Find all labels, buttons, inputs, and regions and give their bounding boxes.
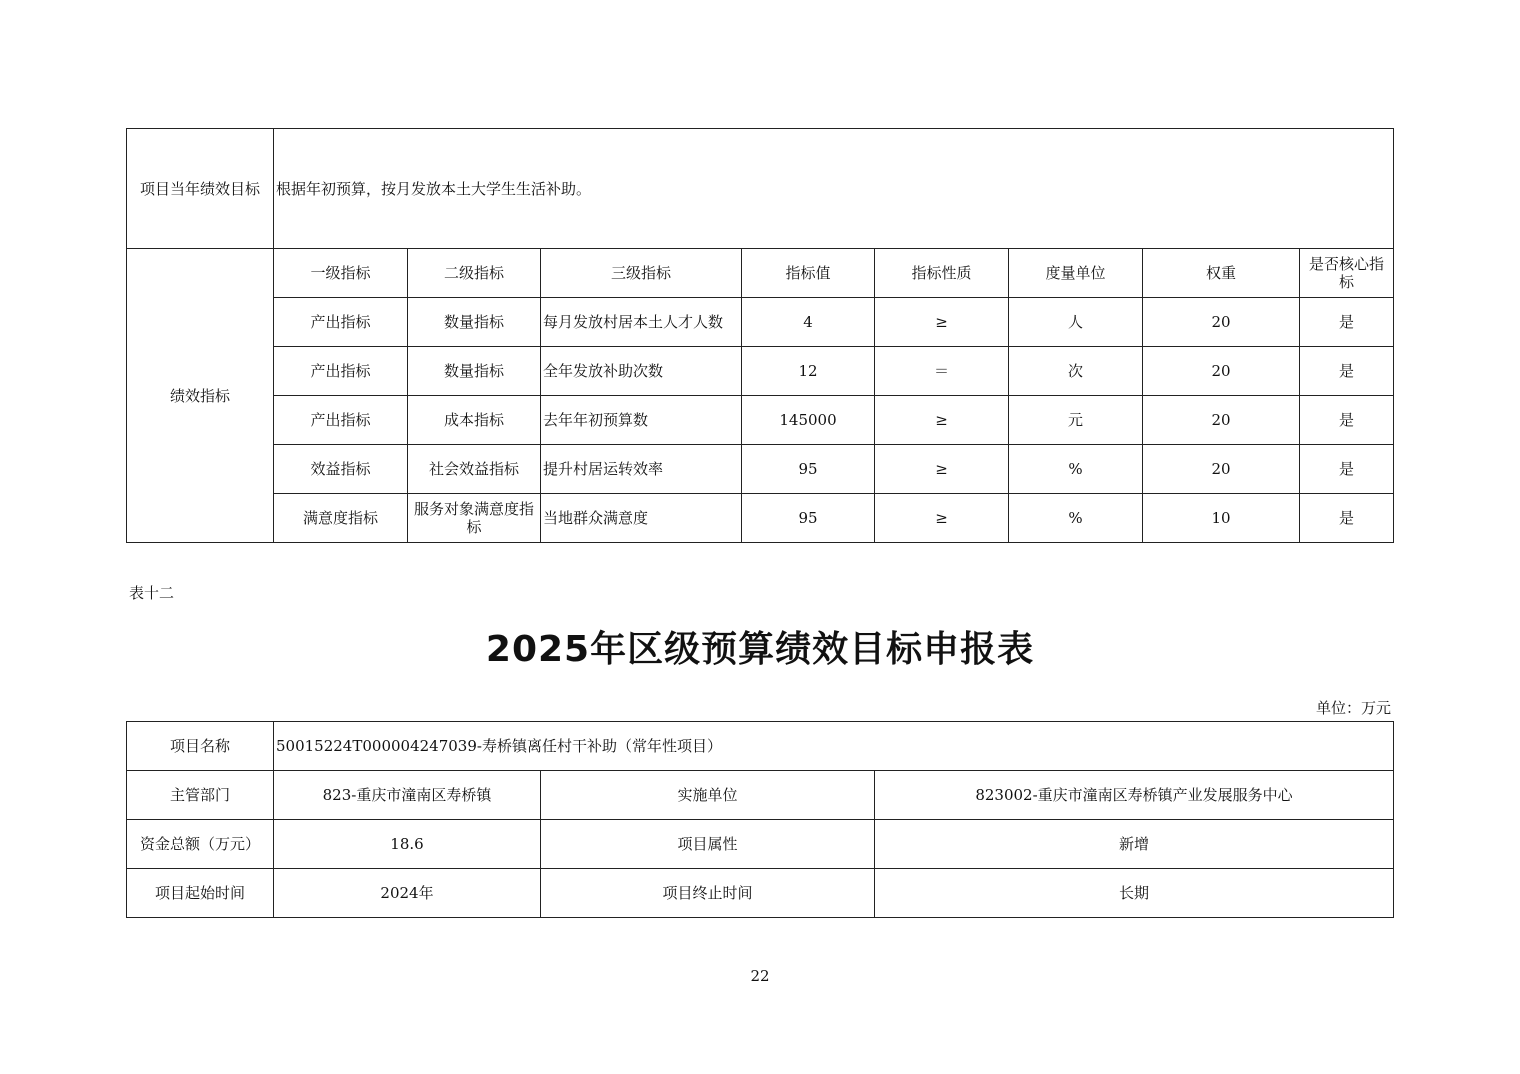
cell-level1: 产出指标	[274, 396, 408, 445]
project-name-label: 项目名称	[127, 722, 274, 771]
cell-level2: 成本指标	[408, 396, 541, 445]
end-value: 长期	[875, 869, 1394, 918]
table-row	[127, 445, 1394, 494]
cell-value: 4	[742, 298, 875, 347]
cell-level3: 当地群众满意度	[541, 494, 742, 543]
cell-weight: 20	[1143, 347, 1300, 396]
cell-level3: 每月发放村居本土人才人数	[541, 298, 742, 347]
end-label: 项目终止时间	[541, 869, 875, 918]
start-value: 2024年	[274, 869, 541, 918]
cell-level1: 产出指标	[274, 298, 408, 347]
header-level2: 二级指标	[408, 249, 541, 298]
cell-value: 95	[742, 445, 875, 494]
header-unit: 度量单位	[1009, 249, 1143, 298]
project-info-table	[126, 721, 1394, 918]
header-level3: 三级指标	[541, 249, 742, 298]
cell-unit: 次	[1009, 347, 1143, 396]
cell-nature: ≥	[875, 298, 1009, 347]
page-title: 2025年区级预算绩效目标申报表	[485, 629, 1035, 670]
cell-weight: 20	[1143, 298, 1300, 347]
project-name-value: 50015224T000004247039-寿桥镇离任村干补助（常年性项目）	[274, 722, 1394, 771]
cell-level1: 产出指标	[274, 347, 408, 396]
header-level1: 一级指标	[274, 249, 408, 298]
page-number: 22	[750, 967, 770, 985]
cell-value: 145000	[742, 396, 875, 445]
table-row	[127, 298, 1394, 347]
table-row	[127, 396, 1394, 445]
cell-weight: 20	[1143, 396, 1300, 445]
fund-value: 18.6	[274, 820, 541, 869]
dept-value: 823-重庆市潼南区寿桥镇	[274, 771, 541, 820]
cell-unit: %	[1009, 445, 1143, 494]
cell-core: 是	[1300, 347, 1394, 396]
impl-value: 823002-重庆市潼南区寿桥镇产业发展服务中心	[875, 771, 1394, 820]
cell-core: 是	[1300, 445, 1394, 494]
table-caption: 表十二	[129, 584, 175, 602]
cell-nature: ≥	[875, 494, 1009, 543]
cell-level3: 提升村居运转效率	[541, 445, 742, 494]
cell-level1: 效益指标	[274, 445, 408, 494]
cell-unit: %	[1009, 494, 1143, 543]
cell-core: 是	[1300, 494, 1394, 543]
period-row	[127, 869, 1394, 918]
performance-indicator-table	[126, 128, 1394, 543]
cell-nature: ＝	[875, 347, 1009, 396]
fund-row	[127, 820, 1394, 869]
cell-level1: 满意度指标	[274, 494, 408, 543]
cell-value: 12	[742, 347, 875, 396]
cell-level2: 服务对象满意度指标	[408, 494, 541, 543]
goal-row	[127, 129, 1394, 249]
unit-label: 单位：万元	[1315, 699, 1391, 717]
cell-value: 95	[742, 494, 875, 543]
cell-nature: ≥	[875, 396, 1009, 445]
project-name-row	[127, 722, 1394, 771]
cell-level2: 数量指标	[408, 298, 541, 347]
fund-label: 资金总额（万元）	[127, 820, 274, 869]
attr-value: 新增	[875, 820, 1394, 869]
start-label: 项目起始时间	[127, 869, 274, 918]
indicators-label: 绩效指标	[127, 249, 274, 543]
dept-label: 主管部门	[127, 771, 274, 820]
cell-level3: 全年发放补助次数	[541, 347, 742, 396]
cell-nature: ≥	[875, 445, 1009, 494]
cell-weight: 10	[1143, 494, 1300, 543]
header-weight: 权重	[1143, 249, 1300, 298]
header-value: 指标值	[742, 249, 875, 298]
impl-label: 实施单位	[541, 771, 875, 820]
cell-weight: 20	[1143, 445, 1300, 494]
indicator-header-row	[127, 249, 1394, 298]
cell-core: 是	[1300, 298, 1394, 347]
department-row	[127, 771, 1394, 820]
header-core: 是否核心指标	[1300, 249, 1394, 298]
table-row	[127, 494, 1394, 543]
cell-unit: 元	[1009, 396, 1143, 445]
cell-core: 是	[1300, 396, 1394, 445]
header-nature: 指标性质	[875, 249, 1009, 298]
goal-text: 根据年初预算，按月发放本土大学生生活补助。	[274, 129, 1394, 249]
cell-level2: 数量指标	[408, 347, 541, 396]
cell-level2: 社会效益指标	[408, 445, 541, 494]
table-row	[127, 347, 1394, 396]
cell-level3: 去年年初预算数	[541, 396, 742, 445]
attr-label: 项目属性	[541, 820, 875, 869]
cell-unit: 人	[1009, 298, 1143, 347]
goal-label: 项目当年绩效目标	[127, 129, 274, 249]
